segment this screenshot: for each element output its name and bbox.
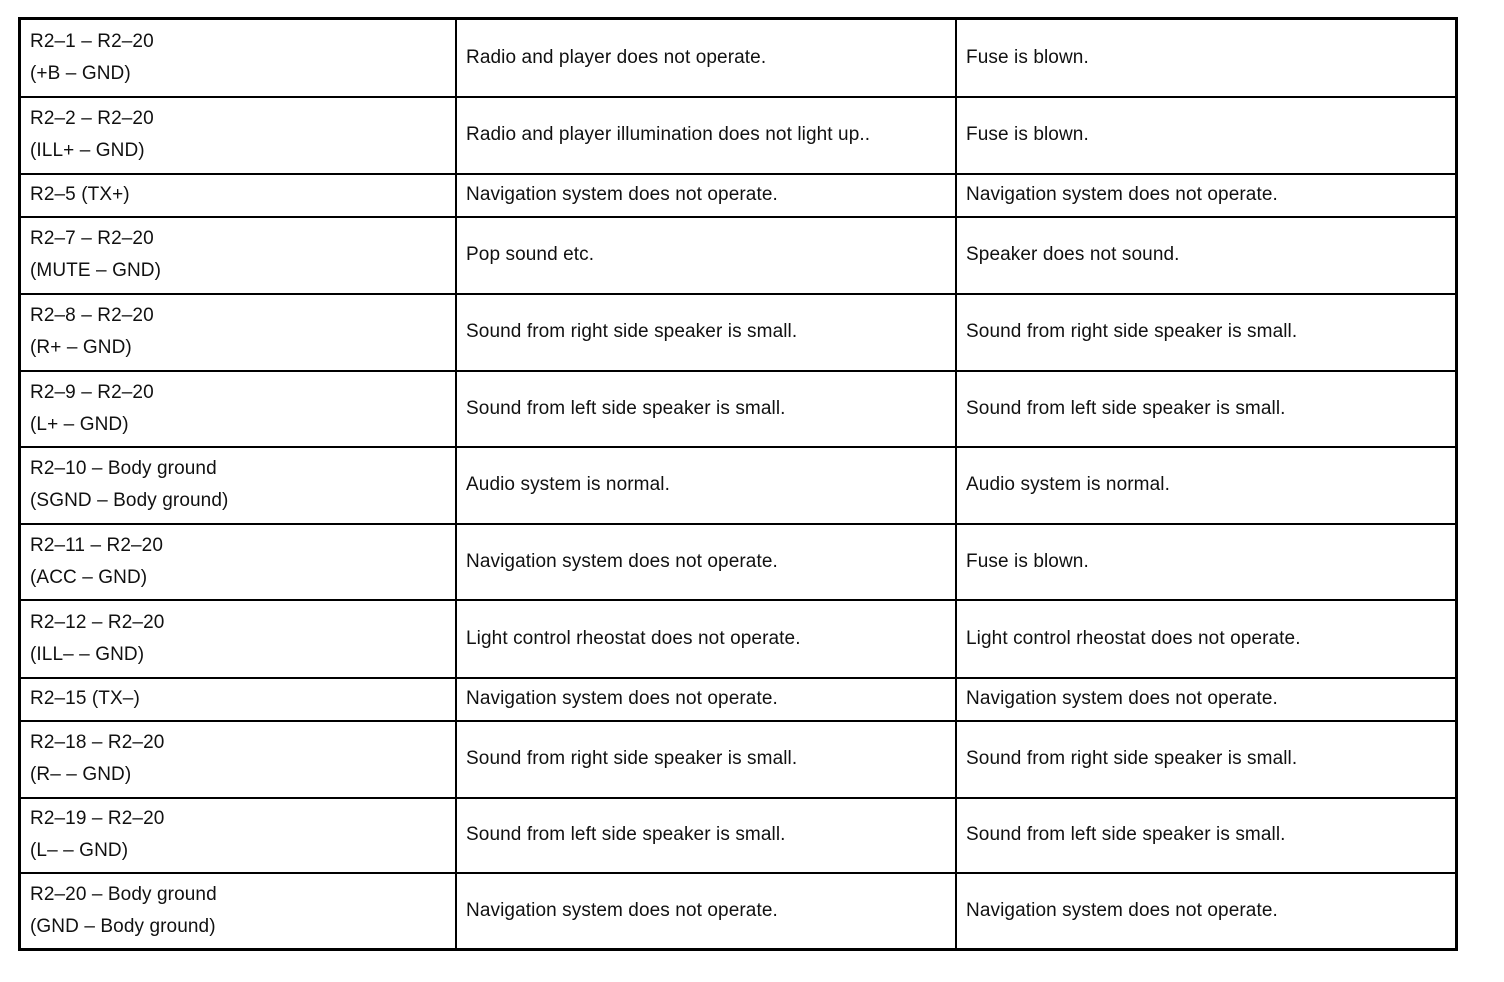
terminal-line: R2–1 – R2–20 xyxy=(30,30,154,52)
symptom-cell: Audio system is normal. xyxy=(456,447,956,524)
terminal-cell xyxy=(20,19,457,97)
diagnosis-table-body xyxy=(20,19,1457,950)
result-cell: Navigation system does not operate. xyxy=(956,678,1457,721)
terminal-line: (+B – GND) xyxy=(30,62,131,84)
symptom-cell: Pop sound etc. xyxy=(456,217,956,294)
terminal-line: (R+ – GND) xyxy=(30,337,132,358)
result-cell: Light control rheostat does not operate. xyxy=(956,600,1457,678)
terminal-line: R2–7 – R2–20 xyxy=(30,228,154,249)
terminal-line: (SGND – Body ground) xyxy=(30,490,229,511)
terminal-cell xyxy=(20,174,457,217)
terminal-line: R2–5 (TX+) xyxy=(30,184,130,205)
symptom-cell: Navigation system does not operate. xyxy=(456,174,956,217)
symptom-cell: Sound from left side speaker is small. xyxy=(456,371,956,447)
table-row xyxy=(20,873,1457,950)
terminal-cell xyxy=(20,447,457,524)
symptom-cell: Sound from right side speaker is small. xyxy=(456,294,956,371)
terminal-cell xyxy=(20,371,457,447)
table-row xyxy=(20,721,1457,798)
table-row xyxy=(20,447,1457,524)
table-row xyxy=(20,798,1457,873)
terminal-cell xyxy=(20,217,457,294)
terminal-line: (ACC – GND) xyxy=(30,566,148,588)
terminal-line: R2–19 – R2–20 xyxy=(30,808,165,829)
terminal-cell xyxy=(20,873,457,950)
result-cell: Sound from left side speaker is small. xyxy=(956,371,1457,447)
terminal-cell xyxy=(20,721,457,798)
table-row xyxy=(20,174,1457,217)
table-row xyxy=(20,294,1457,371)
terminal-line: (L– – GND) xyxy=(30,840,129,861)
symptom-cell: Radio and player does not operate. xyxy=(456,19,956,97)
terminal-line: (R– – GND) xyxy=(30,764,132,785)
terminal-line: R2–18 – R2–20 xyxy=(30,732,165,753)
table-row xyxy=(20,97,1457,174)
symptom-cell: Sound from right side speaker is small. xyxy=(456,721,956,798)
terminal-cell xyxy=(20,798,457,873)
terminal-line: (GND – Body ground) xyxy=(30,915,216,937)
diagnosis-table xyxy=(18,17,1458,951)
terminal-line: (ILL– – GND) xyxy=(30,643,145,665)
table-row xyxy=(20,600,1457,678)
symptom-cell: Navigation system does not operate. xyxy=(456,524,956,600)
table-row xyxy=(20,678,1457,721)
terminal-line: R2–8 – R2–20 xyxy=(30,305,154,326)
terminal-line: (L+ – GND) xyxy=(30,413,129,435)
terminal-line: (ILL+ – GND) xyxy=(30,140,145,161)
terminal-line: R2–11 – R2–20 xyxy=(30,534,163,556)
result-cell: Sound from right side speaker is small. xyxy=(956,721,1457,798)
terminal-line: R2–9 – R2–20 xyxy=(30,381,154,403)
table-row xyxy=(20,524,1457,600)
result-cell: Speaker does not sound. xyxy=(956,217,1457,294)
table-row xyxy=(20,19,1457,97)
table-row xyxy=(20,371,1457,447)
result-cell: Audio system is normal. xyxy=(956,447,1457,524)
result-cell: Navigation system does not operate. xyxy=(956,174,1457,217)
terminal-line: R2–10 – Body ground xyxy=(30,458,217,479)
symptom-cell: Light control rheostat does not operate. xyxy=(456,600,956,678)
result-cell: Sound from right side speaker is small. xyxy=(956,294,1457,371)
terminal-cell xyxy=(20,678,457,721)
terminal-line: R2–12 – R2–20 xyxy=(30,611,165,633)
terminal-cell xyxy=(20,600,457,678)
terminal-line: R2–20 – Body ground xyxy=(30,883,217,905)
symptom-cell: Navigation system does not operate. xyxy=(456,678,956,721)
terminal-line: (MUTE – GND) xyxy=(30,260,162,281)
symptom-cell: Radio and player illumination does not light up.. xyxy=(456,97,956,174)
terminal-cell xyxy=(20,524,457,600)
terminal-cell xyxy=(20,294,457,371)
result-cell: Fuse is blown. xyxy=(956,97,1457,174)
table-row xyxy=(20,217,1457,294)
result-cell: Fuse is blown. xyxy=(956,19,1457,97)
result-cell: Sound from left side speaker is small. xyxy=(956,798,1457,873)
terminal-line: R2–15 (TX–) xyxy=(30,688,140,709)
result-cell: Fuse is blown. xyxy=(956,524,1457,600)
result-cell: Navigation system does not operate. xyxy=(956,873,1457,950)
symptom-cell: Sound from left side speaker is small. xyxy=(456,798,956,873)
symptom-cell: Navigation system does not operate. xyxy=(456,873,956,950)
terminal-line: R2–2 – R2–20 xyxy=(30,108,154,129)
terminal-cell xyxy=(20,97,457,174)
